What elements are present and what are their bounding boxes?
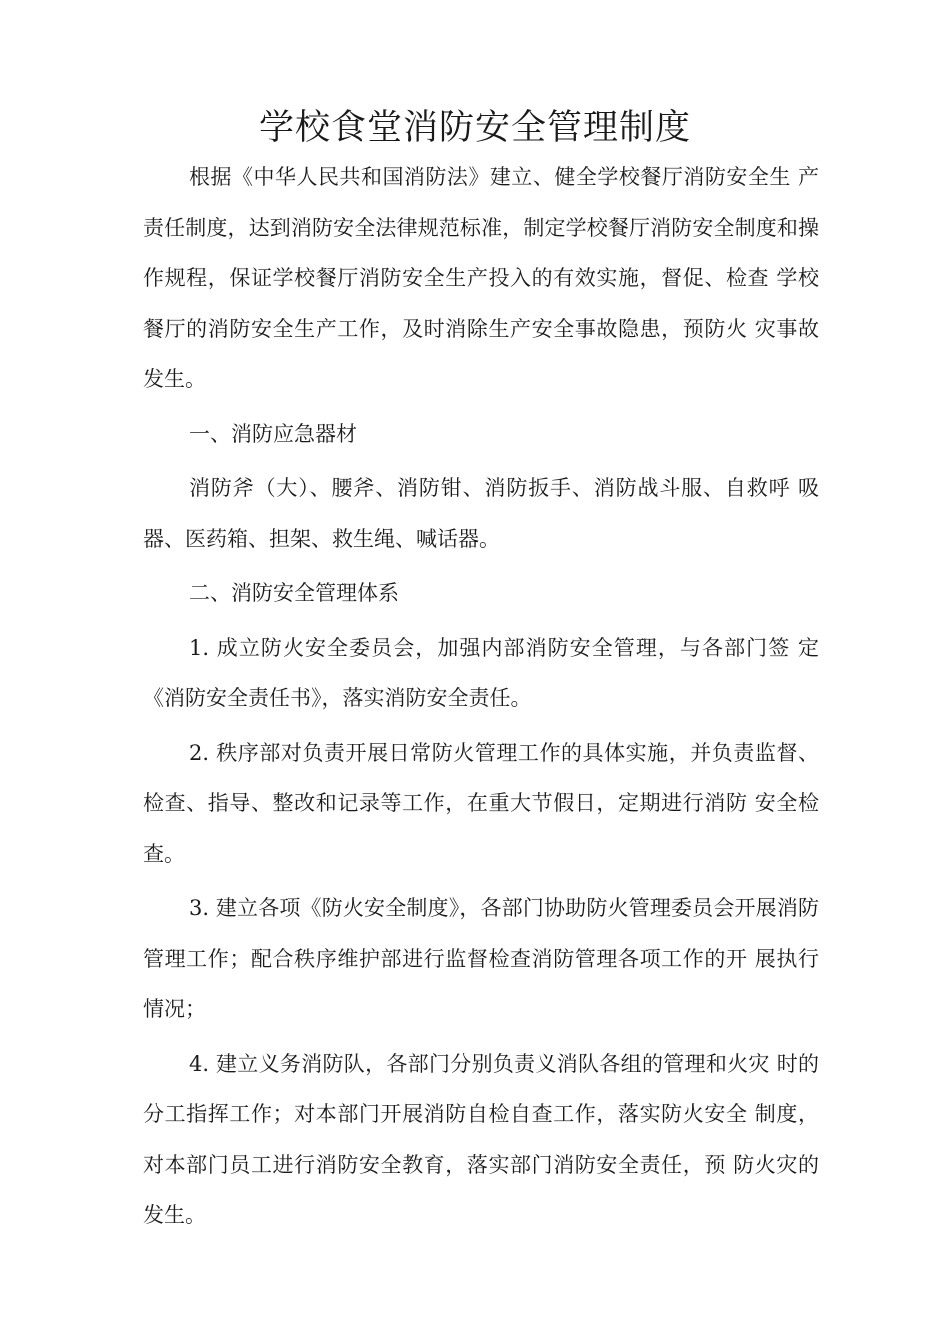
clause-4-paragraph: 4. 建立义务消防队，各部门分别负责义消队各组的管理和火灾 时的分工指挥工作；对本部门开展消防自检自查工作，落实防火安全 制度，对本部门员工进行消防安全教育，落实部门消防安全责任，预 防火灾的发生。 (143, 1051, 819, 1227)
clause-2-paragraph: 2. 秩序部对负责开展日常防火管理工作的具体实施，并负责监督、检查、指导、整改和记录等工作，在重大节假日，定期进行消防 安全检查。 (143, 740, 819, 866)
clause-3-paragraph: 3. 建立各项《防火安全制度》，各部门协助防火管理委员会开展消防管理工作；配合秩序维护部进行监督检查消防管理各项工作的开 展执行情况； (143, 896, 819, 1021)
document-body (143, 152, 819, 1245)
intro-paragraph: 根据《中华人民共和国消防法》建立、健全学校餐厅消防安全生 产责任制度，达到消防安全法律规范标准，制定学校餐厅消防安全制度和操作规程，保证学校餐厅消防安全生产投入的有效实施，督促、检查 学校餐厅的消防安全生产工作，及时消除生产安全事故隐患，预防火 灾事故发生。 (143, 165, 819, 391)
section-heading-management-system: 二、消防安全管理体系 (189, 581, 399, 605)
clause-1-paragraph: 1. 成立防火安全委员会，加强内部消防安全管理，与各部门签 定《消防安全责任书》，落实消防安全责任。 (143, 635, 819, 710)
section-heading-equipment: 一、消防应急器材 (189, 421, 357, 446)
equipment-list-paragraph: 消防斧（大）、腰斧、消防钳、消防扳手、消防战斗服、自救呼 吸器、医药箱、担架、救生绳、喊话器。 (143, 476, 819, 551)
document-title: 学校食堂消防安全管理制度 (258, 108, 691, 148)
